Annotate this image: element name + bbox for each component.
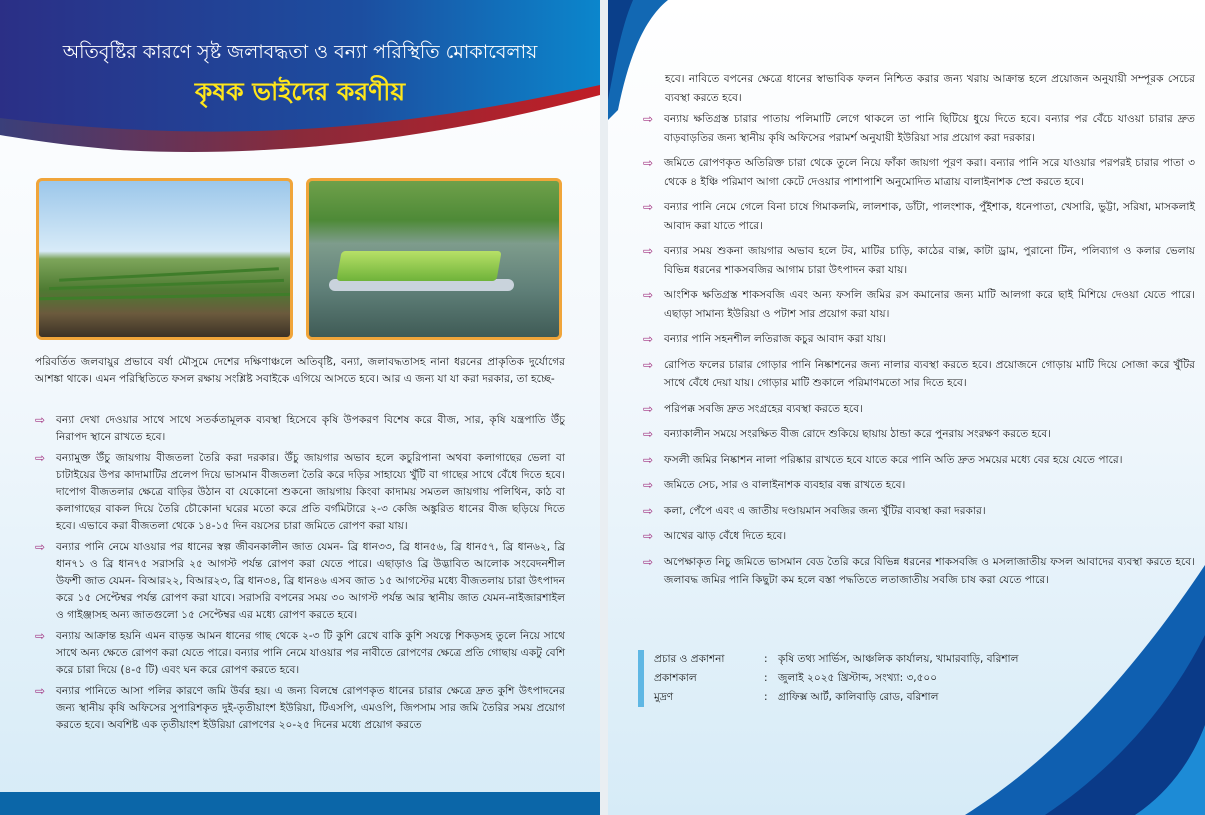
list-item: [35, 412, 565, 446]
list-item: [643, 527, 1195, 546]
list-item: [643, 110, 1195, 147]
credit-key: প্রচার ও প্রকাশনা: [654, 653, 725, 665]
list-item: [643, 451, 1195, 470]
list-item: [35, 628, 565, 679]
arrow-bullet-icon: ⇨: [35, 684, 46, 698]
list-item: [643, 286, 1195, 323]
list-item: [643, 400, 1195, 419]
arrow-bullet-icon: ⇨: [643, 244, 654, 258]
header-subtitle: অতিবৃষ্টির কারণে সৃষ্ট জলাবদ্ধতা ও বন্যা পরিস্থিতি মোকাবেলায়: [62, 41, 538, 63]
arrow-bullet-icon: ⇨: [643, 156, 654, 170]
arrow-bullet-icon: ⇨: [643, 427, 654, 441]
continued-paragraph: হবে। নাবিতে বপনের ক্ষেত্রে ধানের স্বাভাবিক ফলন নিশ্চিত করার জন্য খরায় আক্রান্ত হলে প্রয়োজন অনুযায়ী সম্পূরক সেচের ব্যবস্থা করতে হবে।: [665, 73, 1195, 104]
publication-credits: [638, 650, 1018, 707]
list-item: [643, 553, 1195, 590]
list-item-text: বন্যামুক্ত উঁচু জায়গায় বীজতলা তৈরি করা দরকার। উঁচু জায়গার অভাব হলে কচুরিপানা অথবা কলাগাছের ভেলা বা চাটাইয়ের উপর কাদামাটির প্রলেপ দিয়ে ভাসমান বীজতলা তৈরি করে দড়ির সাহায্যে খুঁটি বা গাছের সাথে বেঁধে দিতে হবে। দাপোগ বীজতলার ক্ষেত্রে বাড়ির উঠান বা যেকোনো শুকনো জায়গায় কিংবা কাদাময় সমতল জায়গায় পলিথিন, কাঠ বা কলাগাছের বাকল দিয়ে তৈরি চৌকোনা ঘরের মতো করে প্রতি বর্গমিটারে ২-৩ কেজি অঙ্কুরিত ধানের বীজ ছড়িয়ে দিতে হবে। এভাবে করা বীজতলা থেকে ১৪-১৫ দিন বয়সের চারা জমিতে রোপণ করা যায়।: [56, 452, 565, 532]
photo-floating-seedbed: [306, 178, 562, 340]
credit-value: কৃষি তথ্য সার্ভিস, আঞ্চলিক কার্যালয়, খামারবাড়ি, বরিশাল: [778, 653, 1019, 665]
credit-separator: :: [764, 691, 768, 703]
intro-paragraph: পরিবর্তিত জলবায়ুর প্রভাবে বর্ষা মৌসুমে দেশের দক্ষিণাঞ্চলে অতিবৃষ্টি, বন্যা, জলাবদ্ধতাসহ নানা ধরনের প্রাকৃতিক দুর্যোগের আশঙ্কা থাকে। এমন পরিস্থিতিতে ফসল রক্ষায় সংশ্লিষ্ট সবাইকে এগিয়ে আসতে হবে। আর এ জন্য যা যা করা দরকার, তা হচ্ছে-: [35, 356, 565, 385]
credit-row: [654, 688, 1018, 707]
list-item-text: বন্যার পানি নেমে গেলে বিনা চাষে গিমাকলমি, লালশাক, ডাঁটা, পালংশাক, পুঁইশাক, ধনেপাতা, খেসারি, ভুট্টা, সরিষা, মাসকলাই আবাদ করা যাতে পারে।: [664, 201, 1195, 232]
credit-separator: :: [764, 653, 768, 665]
list-item: [643, 476, 1195, 495]
list-item-text: রোপিত ফলের চারার গোড়ার পানি নিষ্কাশনের জন্য নালার ব্যবস্থা করতে হবে। প্রয়োজনে গোড়ায় মাটি দিয়ে সোজা করে খুঁটির সাথে বেঁধে দেয়া যায়। গোড়ার মাটি শুকালে পরিমাণমতো সার দিতে হবে।: [664, 358, 1195, 389]
credit-key: মুদ্রণ: [654, 691, 674, 703]
arrow-bullet-icon: ⇨: [643, 503, 654, 518]
arrow-bullet-icon: ⇨: [643, 554, 654, 569]
list-item-text: বন্যার সময় শুকনা জায়গার অভাব হলে টব, মাটির চাড়ি, কাঠের বাক্স, কাটা ড্রাম, পুরানো টিন, পলিব্যাগ ও কলার ভেলায় বিভিন্ন ধরনের শাকসবজির আগাম চারা উৎপাদন করা যায়।: [664, 245, 1195, 276]
arrow-bullet-icon: ⇨: [35, 451, 46, 465]
left-page: [0, 0, 600, 815]
arrow-bullet-icon: ⇨: [643, 452, 654, 467]
list-item-text: বন্যা দেখা দেওয়ার সাথে সাথে সতর্কতামূলক ব্যবস্থা হিসেবে কৃষি উপকরণ বিশেষ করে বীজ, সার, কৃষি যন্ত্রপাতি উঁচু নিরাপদ স্থানে রাখতে হবে।: [56, 414, 565, 443]
list-item-text: জমিতে রোপণকৃত অতিরিক্ত চারা থেকে তুলে নিয়ে ফাঁকা জায়গা পূরণ করা। বন্যার পানি সরে যাওয়ার পরপরই চারার পাতা ৩ থেকে ৪ ইঞ্চি পরিমাণ আগা কেটে দেওয়ার পাশাপাশি অনুমোদিত মাত্রায় বালাইনাশক স্প্রে করতে হবে।: [664, 157, 1195, 188]
list-item: [35, 683, 565, 734]
credit-separator: :: [764, 672, 768, 684]
list-item-text: বন্যাকালীন সময়ে সংরক্ষিত বীজ রোদে শুকিয়ে ছায়ায় ঠান্ডা করে পুনরায় সংরক্ষণ করতে হবে।: [664, 428, 1052, 440]
list-item: [35, 450, 565, 535]
arrow-bullet-icon: ⇨: [643, 200, 654, 214]
list-item: [35, 539, 565, 624]
list-item-text: ফসলী জমির নিষ্কাশন নালা পরিষ্কার রাখতে হবে যাতে করে পানি অতি দ্রুত সময়ের মধ্যে বের হয়ে যেতে পারে।: [664, 453, 1123, 466]
list-item-text: বন্যার পানি নেমে যাওয়ার পর ধানের স্বল্প জীবনকালীন জাত যেমন- ব্রি ধান৩৩, ব্রি ধান৫৬, ব্রি ধান৫৭, ব্রি ধান৬২, ব্রি ধান৭১ ও ব্রি ধান৭৫ সরাসরি ২৫ আগস্ট পর্যন্ত রোপণ করা যেতে পারে। এছাড়াও ব্রি উদ্ভাবিত আলোক সংবেদনশীল উফশী জাত যেমন- বিআর২২, বিআর২৩, ব্রি ধান৩৪, ব্রি ধান৪৬ এসব জাত ১৫ আগস্টের মধ্যে বীজতলায় চারা উৎপাদন করে ১৫ সেপ্টেম্বর পর্যন্ত রোপণ করা যাবে। সরাসরি বপনের সময় ৩০ আগস্ট পর্যন্ত আর স্থানীয় জাত যেমন-নাইজারশাইল ও গাইঞ্জাসহ অন্য জাতগুলো ১৫ সেপ্টেম্বর এর মধ্যে রোপণ করতে হবে।: [56, 541, 565, 621]
list-item-text: বন্যায় আক্রান্ত হয়নি এমন বাড়ন্ত আমন ধানের গাছ থেকে ২-৩ টি কুশি রেখে বাকি কুশি সযত্নে শিকড়সহ তুলে নিয়ে সাথে সাথে অন্য ক্ষেতে রোপণ করা যেতে পারে। বন্যার পানি নেমে যাওয়ার পর নাবীতে রোপণের ক্ষেত্রে প্রতি গোছায় একটু বেশি করে চারা দিয়ে (৪-৫ টি) এবং ঘন করে রোপণ করতে হবে।: [56, 630, 565, 676]
list-item-text: আংশিক ক্ষতিগ্রস্ত শাকসবজি এবং অন্য ফসলি জমির রস কমানোর জন্য মাটি আলগা করে ছাই মিশিয়ে দেওয়া যেতে পারে। এছাড়া সামান্য ইউরিয়া ও পটাশ সার প্রয়োগ করা যায়।: [664, 289, 1195, 320]
arrow-bullet-icon: ⇨: [35, 413, 46, 427]
list-item-text: জমিতে সেচ, সার ও বালাইনাশক ব্যবহার বন্ধ রাখতে হবে।: [664, 479, 906, 491]
photo-seedbed-field: [36, 178, 293, 340]
list-item: [643, 425, 1195, 444]
credit-value: জুলাই ২০২৫ খ্রিস্টাব্দ, সংখ্যা: ৩,৫০০: [778, 672, 938, 684]
arrow-bullet-icon: ⇨: [643, 529, 654, 543]
list-item: [643, 154, 1195, 191]
arrow-bullet-icon: ⇨: [643, 357, 654, 372]
list-item: [643, 502, 1195, 521]
arrow-bullet-icon: ⇨: [643, 332, 654, 346]
list-item-text: অপেক্ষাকৃত নিচু জমিতে ভাসমান বেড তৈরি করে বিভিন্ন ধরনের শাকসবজি ও মসলাজাতীয় ফসল আবাদের ব্যবস্থা করতে হবে। জলাবদ্ধ জমির পানি কিছুটা কম হলে বস্তা পদ্ধতিতে লতাজাতীয় সবজি চাষ করা যেতে পারে।: [664, 555, 1195, 586]
list-item-text: বন্যার পানিতে আসা পলির কারণে জমি উর্বর হয়। এ জন্য বিলম্বে রোপণকৃত ধানের চারার ক্ষেত্রে দ্রুত কুশি উৎপাদনের জন্য স্থানীয় কৃষি অফিসের সুপারিশকৃত দুই-তৃতীয়াংশ ইউরিয়া, টিএসপি, এমওপি, জিপসাম সার জমি তৈরির সময় প্রয়োগ করতে হবে। অবশিষ্ট এক তৃতীয়াংশ ইউরিয়া রোপণের ২০-২৫ দিনের মধ্যে প্রয়োগ করতে: [56, 685, 565, 731]
credit-row: [654, 669, 1018, 688]
arrow-bullet-icon: ⇨: [35, 629, 46, 643]
list-item-text: পরিপক্ক সবজি দ্রুত সংগ্রহের ব্যবস্থা করতে হবে।: [664, 402, 863, 415]
arrow-bullet-icon: ⇨: [643, 112, 654, 126]
list-item-text: আখের ঝাড় বেঁধে দিতে হবে।: [664, 530, 787, 542]
arrow-bullet-icon: ⇨: [643, 401, 654, 416]
list-item: [643, 330, 1195, 349]
credit-value: গ্রাফিক্স আর্ট, কালিবাড়ি রোড, বরিশাল: [778, 691, 939, 703]
credit-key: প্রকাশকাল: [654, 672, 697, 684]
bottom-band: [0, 792, 600, 815]
list-item: [643, 356, 1195, 393]
right-bullet-list: [643, 110, 1195, 597]
credit-row: [654, 650, 1018, 669]
arrow-bullet-icon: ⇨: [643, 478, 654, 492]
header-title: কৃষক ভাইদের করণীয়: [194, 77, 406, 106]
list-item: [643, 198, 1195, 235]
arrow-bullet-icon: ⇨: [643, 288, 654, 302]
list-item-text: বন্যায় ক্ষতিগ্রস্ত চারার পাতায় পলিমাটি লেগে থাকলে তা পানি ছিটিয়ে ধুয়ে দিতে হবে। বন্যার পর বেঁচে যাওয়া চারার দ্রুত বাড়বাড়তির জন্য স্থানীয় কৃষি অফিসের পরামর্শ অনুযায়ী ইউরিয়া সার প্রয়োগ করা দরকার।: [664, 113, 1195, 144]
list-item: [643, 242, 1195, 279]
list-item-text: কলা, পেঁপে এবং এ জাতীয় দণ্ডায়মান সবজির জন্য খুঁটির ব্যবস্থা করা দরকার।: [664, 504, 986, 517]
corner-swoosh-top: [608, 0, 668, 120]
list-item-text: বন্যার পানি সহনশীল লতিরাজ কচুর আবাদ করা যায়।: [664, 333, 887, 345]
arrow-bullet-icon: ⇨: [35, 540, 46, 554]
left-bullet-list: [35, 412, 565, 738]
